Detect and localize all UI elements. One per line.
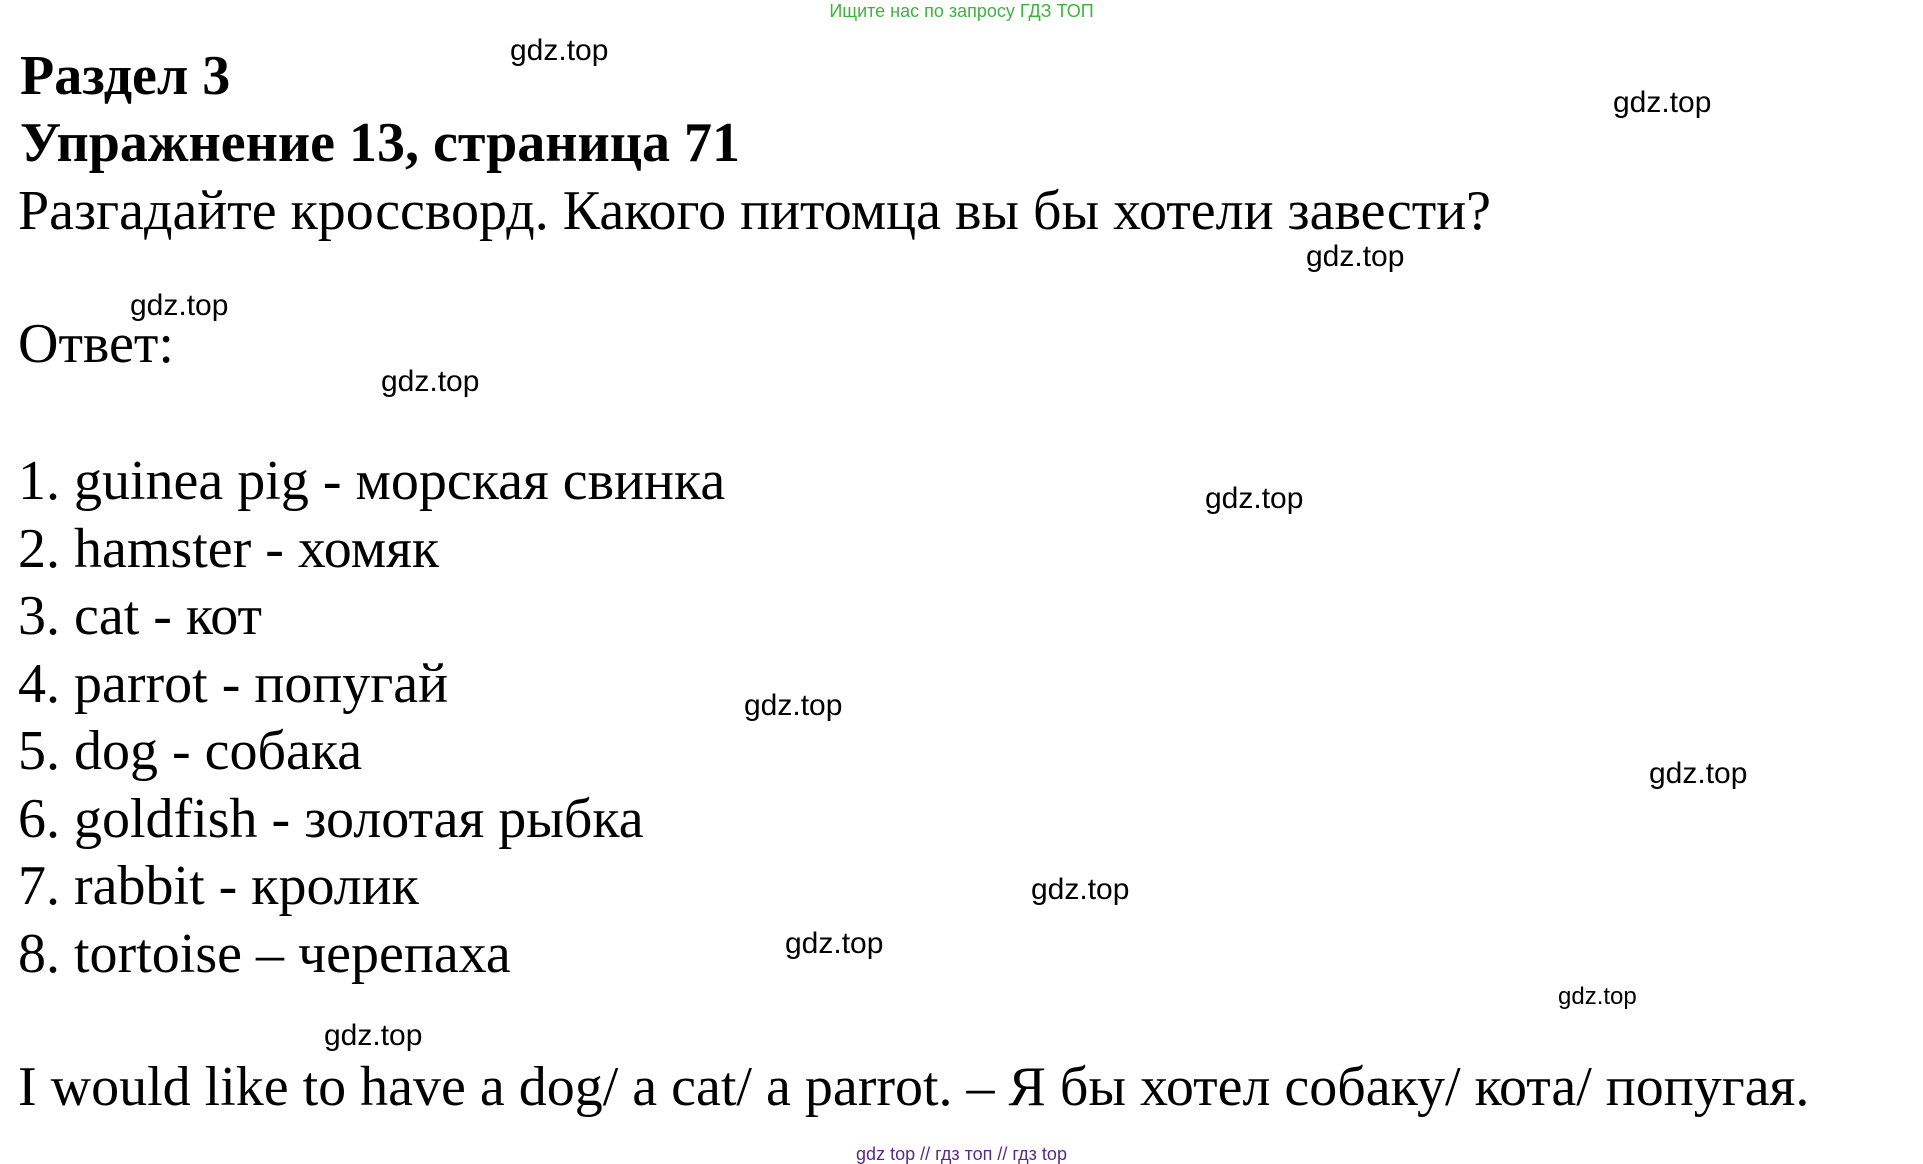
list-item: 3. cat - кот <box>18 585 263 647</box>
list-item: 1. guinea pig - морская свинка <box>18 450 726 512</box>
list-item: 2. hamster - хомяк <box>18 517 440 580</box>
footer: gdz top // гдз топ // гдз top <box>856 1144 1067 1164</box>
watermark: gdz.top <box>381 365 480 398</box>
answer-list <box>18 448 725 988</box>
answer-label: Ответ: <box>18 313 174 375</box>
list-item: 6. goldfish - золотая рыбка <box>18 787 644 850</box>
list-item: 7. rabbit - кролик <box>18 855 419 917</box>
watermark: gdz.top <box>785 927 884 960</box>
section-title: Раздел 3 <box>20 45 231 107</box>
conclusion-text: I would like to have a dog/ a cat/ a parrot. – Я бы хотел собаку/ кота/ попугая. <box>18 1056 1810 1118</box>
watermark: gdz.top <box>1558 983 1637 1010</box>
task-text: Разгадайте кроссворд. Какого питомца вы бы хотели завести? <box>18 180 1492 242</box>
watermark: gdz.top <box>1649 757 1748 790</box>
watermark: gdz.top <box>1031 873 1130 906</box>
watermark: gdz.top <box>1613 86 1712 119</box>
watermark: gdz.top <box>744 689 843 722</box>
watermark: gdz.top <box>324 1019 423 1052</box>
list-item: 5. dog - собака <box>18 720 363 782</box>
watermark: gdz.top <box>510 34 609 67</box>
exercise-title: Упражнение 13, страница 71 <box>20 112 741 174</box>
top-banner: Ищите нас по запросу ГДЗ ТОП <box>829 1 1094 21</box>
list-item: 4. parrot - попугай <box>18 652 449 715</box>
watermark: gdz.top <box>1306 240 1405 273</box>
list-item: 8. tortoise – черепаха <box>18 922 511 985</box>
watermark: gdz.top <box>1205 482 1304 515</box>
watermark: gdz.top <box>130 289 229 322</box>
